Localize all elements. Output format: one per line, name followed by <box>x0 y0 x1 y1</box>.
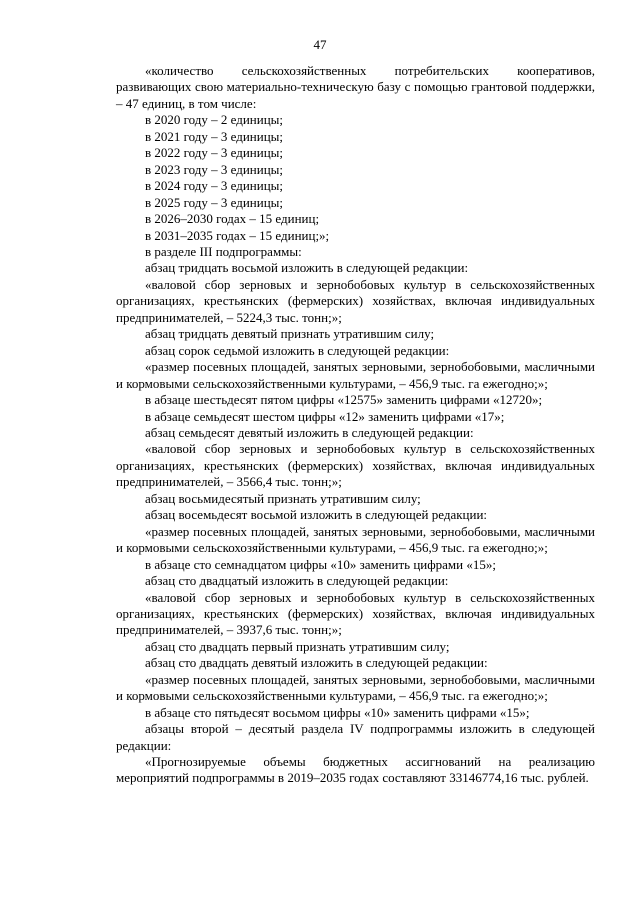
list-item: в 2026–2030 годах – 15 единиц; <box>145 211 320 227</box>
paragraph: «валовой сбор зерновых и зернобобовых культур в сельскохозяйственных организациях, крестьянских (фермерских) хозяйствах, включая индивидуальных предпринимателей, – 3566,4 тыс. тонн;»; <box>116 441 595 490</box>
list-item: в 2024 году – 3 единицы; <box>145 178 284 194</box>
list-item: в 2020 году – 2 единицы; <box>145 112 284 128</box>
paragraph: абзац восьмидесятый признать утратившим силу; <box>145 490 421 506</box>
paragraph: абзац восемьдесят восьмой изложить в следующей редакции: <box>145 507 488 523</box>
paragraph: «количество сельскохозяйственных потребительских кооперативов, развивающих свою материально-техническую базу с помощью грантовой поддержки, – 47 единиц, в том числе: <box>116 63 595 111</box>
list-item: в 2021 году – 3 единицы; <box>145 128 284 144</box>
list-item: в 2031–2035 годах – 15 единиц;»; <box>145 227 330 243</box>
paragraph: в абзаце шестьдесят пятом цифры «12575» заменить цифрами «12720»; <box>145 392 543 408</box>
paragraph: в абзаце сто семнадцатом цифры «10» заменить цифрами «15»; <box>145 556 496 572</box>
paragraph: абзац сто двадцать первый признать утратившим силу; <box>145 638 450 654</box>
paragraph: абзац сорок седьмой изложить в следующей редакции: <box>145 342 450 358</box>
paragraph: абзац семьдесят девятый изложить в следующей редакции: <box>145 424 474 440</box>
paragraph: «размер посевных площадей, занятых зерновыми, зернобобовыми, масличными и кормовыми сельскохозяйственными культурами, – 456,9 тыс. га ежегодно;»; <box>116 671 595 704</box>
paragraph: «валовой сбор зерновых и зернобобовых культур в сельскохозяйственных организациях, крестьянских (фермерских) хозяйствах, включая индивидуальных предпринимателей, – 3937,6 тыс. тонн;»; <box>116 589 595 638</box>
paragraph: абзац тридцать восьмой изложить в следующей редакции: <box>145 260 469 276</box>
document-body <box>116 63 595 787</box>
list-item: в 2022 году – 3 единицы; <box>145 145 284 161</box>
list-item: в 2025 году – 3 единицы; <box>145 194 284 210</box>
paragraph: в абзаце семьдесят шестом цифры «12» заменить цифрами «17»; <box>145 408 505 424</box>
paragraph: абзац сто двадцать девятый изложить в следующей редакции: <box>145 655 488 671</box>
page-number: 47 <box>313 37 327 52</box>
paragraph: «валовой сбор зерновых и зернобобовых культур в сельскохозяйственных организациях, крестьянских (фермерских) хозяйствах, включая индивидуальных предпринимателей, – 5224,3 тыс. тонн;»; <box>116 276 595 325</box>
paragraph: абзацы второй – десятый раздела IV подпрограммы изложить в следующей редакции: <box>116 721 595 753</box>
paragraph: «размер посевных площадей, занятых зерновыми, зернобобовыми, масличными и кормовыми сельскохозяйственными культурами, – 456,9 тыс. га ежегодно;»; <box>116 523 595 556</box>
paragraph: абзац тридцать девятый признать утратившим силу; <box>145 326 435 342</box>
paragraph: в абзаце сто пятьдесят восьмом цифры «10» заменить цифрами «15»; <box>145 704 530 720</box>
paragraph: в разделе III подпрограммы: <box>145 243 302 259</box>
paragraph: абзац сто двадцатый изложить в следующей редакции: <box>145 573 449 589</box>
paragraph: «Прогнозируемые объемы бюджетных ассигнований на реализацию мероприятий подпрограммы в 2019–2035 годах составляют 33146774,16 тыс. рублей. <box>116 754 595 786</box>
paragraph: «размер посевных площадей, занятых зерновыми, зернобобовыми, масличными и кормовыми сельскохозяйственными культурами, – 456,9 тыс. га ежегодно;»; <box>116 359 595 391</box>
list-item: в 2023 году – 3 единицы; <box>145 161 284 177</box>
